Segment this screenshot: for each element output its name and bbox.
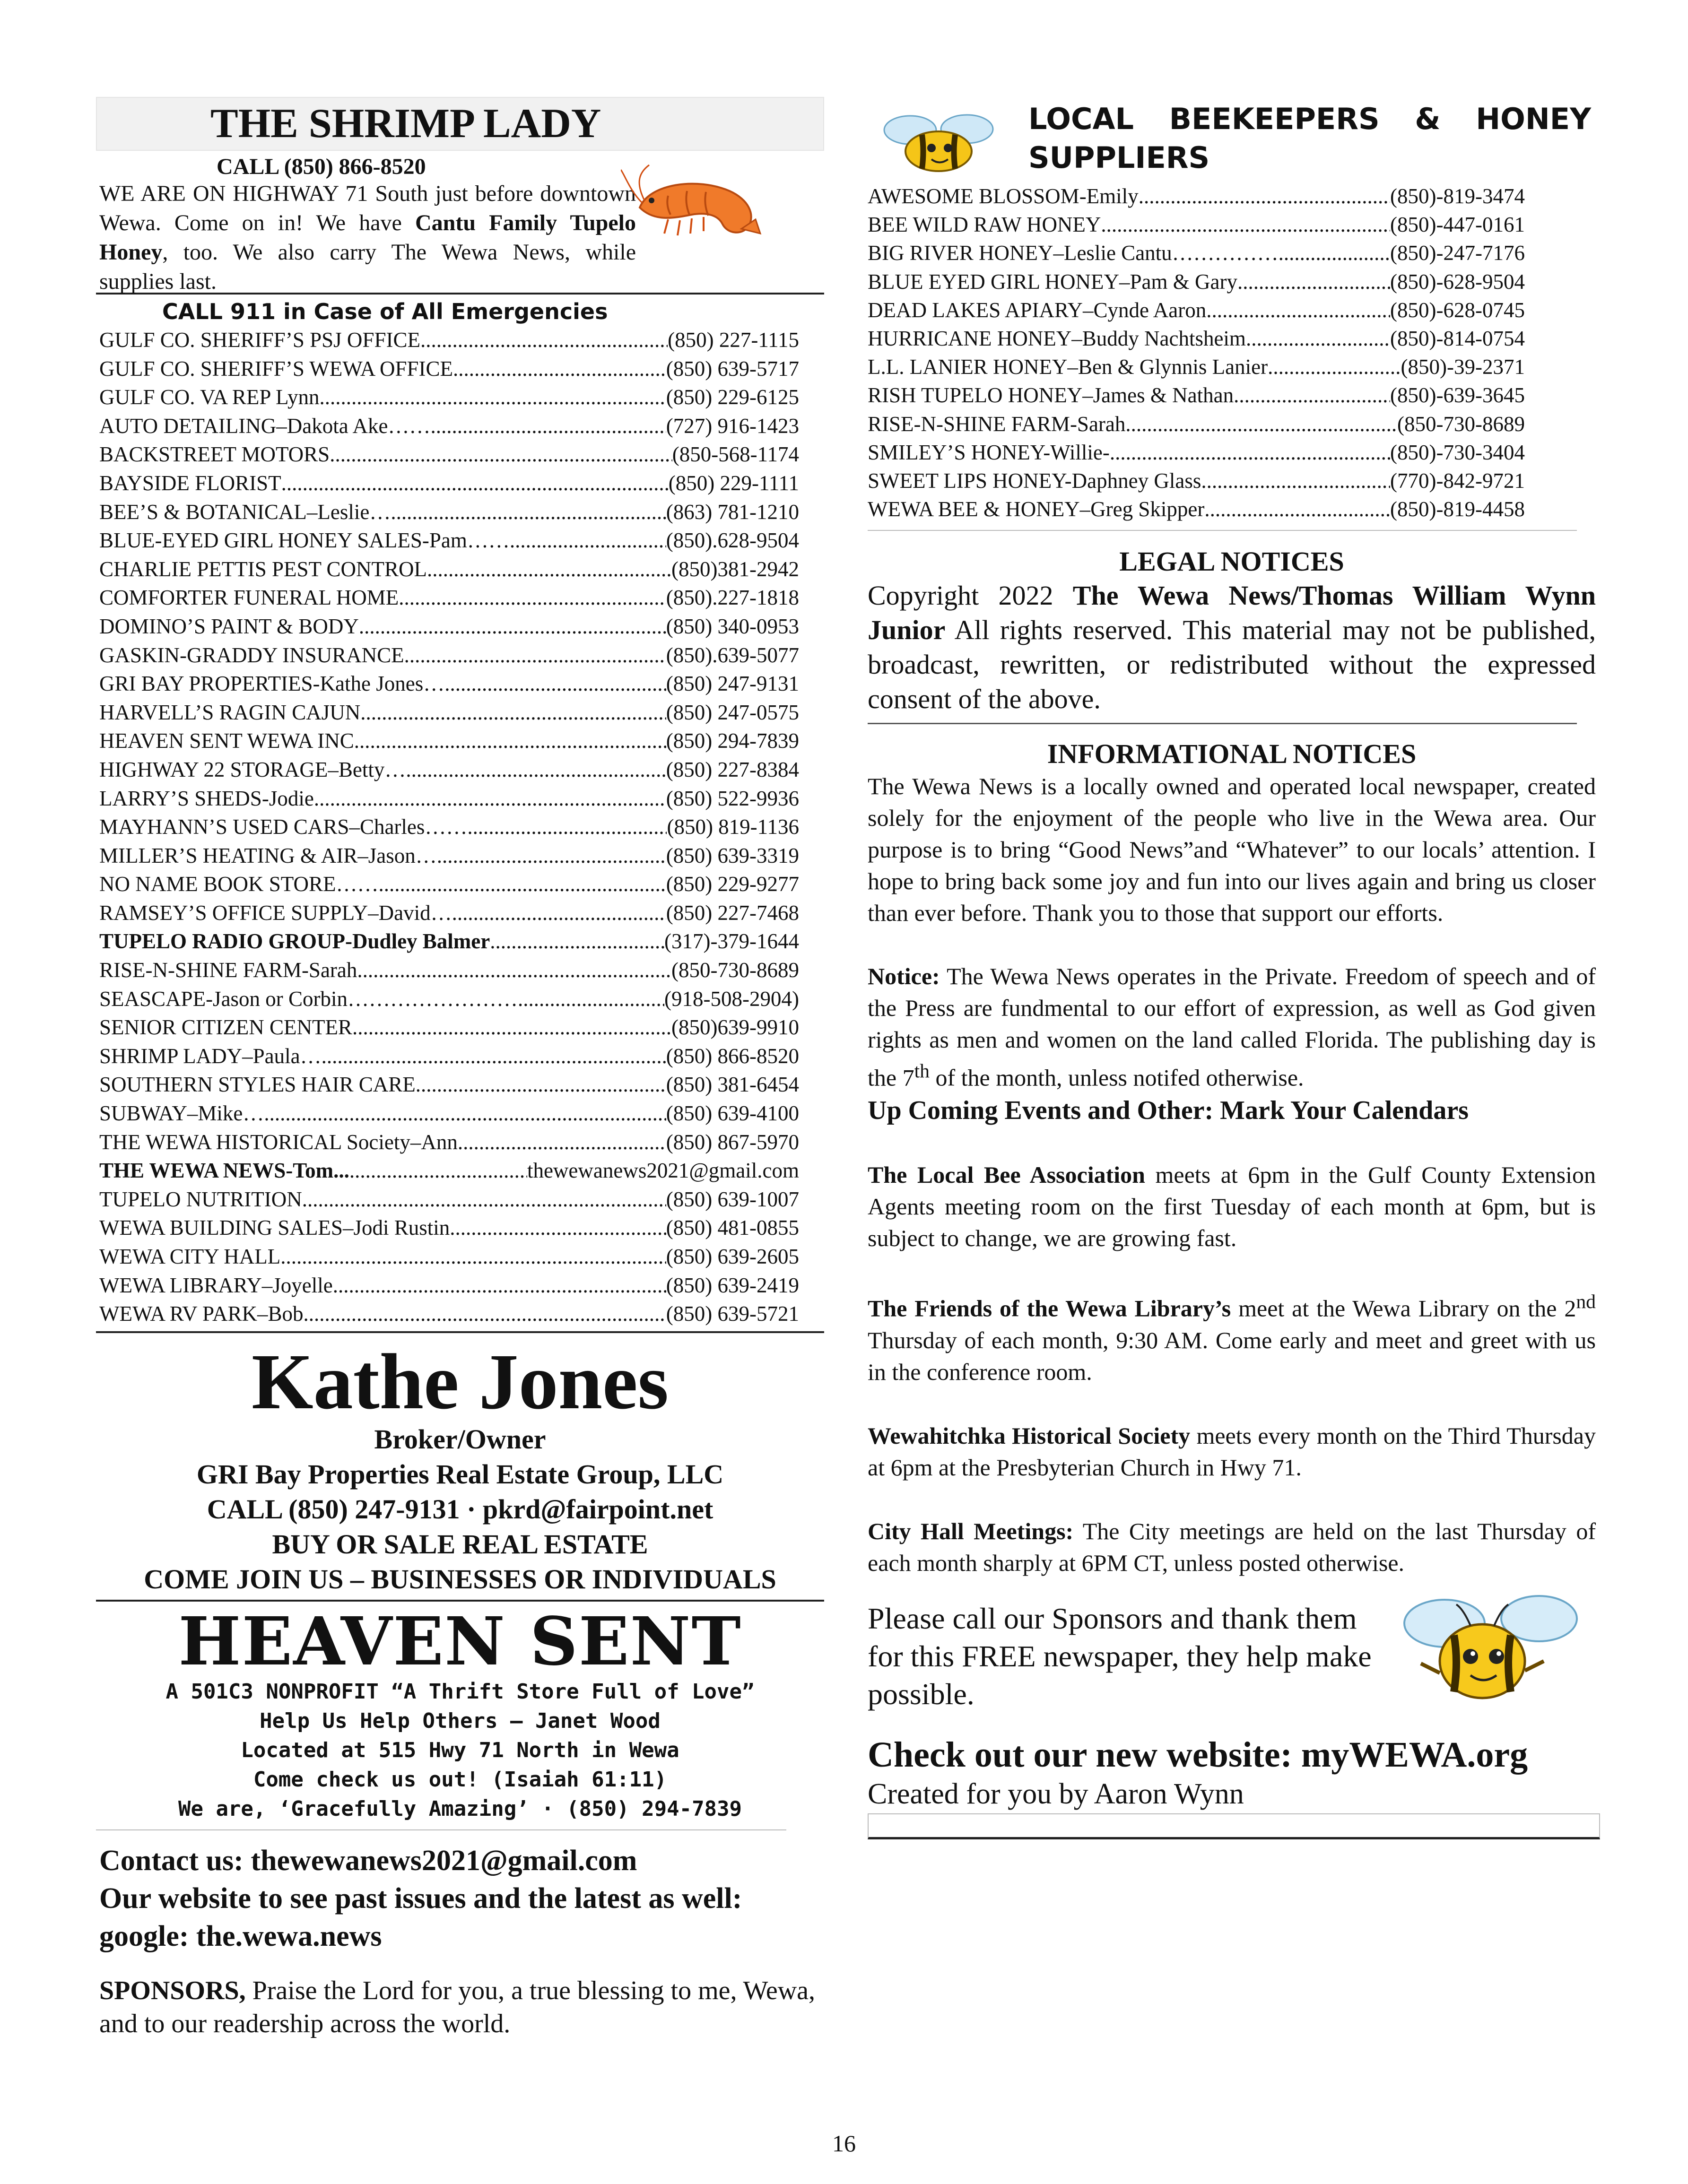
listing-row [868,210,1525,239]
listing-phone: (850)-814-0754 [1390,326,1525,350]
listing-row [868,268,1525,296]
event-library-text-2: Thursday of each month, 9:30 AM. Come early and meet and greet with us in the conference room. [868,1326,1596,1385]
leader-dots [320,383,666,412]
divider [868,530,1577,531]
listing-name: THE WEWA HISTORICAL Society–Ann [99,1130,458,1154]
listing-name: HURRICANE HONEY–Buddy Nachtsheim [868,326,1246,350]
contact-block [96,1842,824,1955]
leader-dots [360,698,666,727]
listing-row [99,1042,799,1071]
leader-dots [518,985,664,1014]
leader-dots [1234,381,1390,409]
listing-phone: (850-568-1174 [672,442,799,467]
listing-phone: (850) 639-5721 [666,1302,799,1326]
leader-dots [330,440,672,469]
listing-name: AWESOME BLOSSOM-Emily [868,184,1139,208]
heaven-line-2: Help Us Help Others – Janet Wood [260,1708,661,1733]
leader-dots [450,1213,666,1242]
listing-row [868,467,1525,495]
listing-name: GASKIN-GRADDY INSURANCE [99,643,404,667]
event-city-hall [868,1516,1596,1579]
shrimp-lady-call: CALL (850) 866-8520 [217,154,426,179]
kathe-jones-name: Kathe Jones [252,1337,669,1426]
listing-phone: (850) 866-8520 [666,1044,799,1068]
leader-dots [302,1185,666,1214]
heaven-line-3: Located at 515 Hwy 71 North in Wewa [241,1738,679,1762]
notice-body-1: The Wewa News operates in the Private. Freedom of speech and of the Press are fundmental to our effort of expression, as well as God given rights as men and women on the land called Florida. The publishing day is the 7 [868,963,1596,1091]
listing-row [99,326,799,355]
leader-dots [1246,324,1390,353]
page-number: 16 [832,2130,856,2157]
leader-dots [303,1300,666,1328]
leader-dots [352,1013,671,1042]
listing-name: THE WEWA NEWS-Tom... [99,1159,349,1183]
listing-row [99,440,799,469]
listing-row [99,498,799,527]
beekeepers-directory [868,182,1525,523]
listing-name: TUPELO NUTRITION [99,1187,302,1211]
event-historical-text: meets every month on the Third Thursday at 6pm at the Presbyterian Church in Hwy 71. [868,1422,1596,1481]
listing-row [99,641,799,670]
listing-phone: (850) 639-2605 [666,1245,799,1268]
kathe-company: GRI Bay Properties Real Estate Group, LLC [196,1458,724,1490]
divider [96,1331,824,1333]
listing-phone: (850).628-9504 [666,529,799,553]
listing-name: BAYSIDE FLORIST [99,471,281,495]
emergency-title: CALL 911 in Case of All Emergencies [162,299,608,324]
listing-row [99,1070,799,1099]
listing-phone: (850)-247-7176 [1390,241,1525,265]
heaven-line-4: Come check us out! (Isaiah 61:11) [253,1767,667,1792]
listing-row [99,784,799,813]
left-column [96,97,824,2040]
listing-row [99,755,799,784]
listing-name: HARVELL’S RAGIN CAJUN [99,700,361,724]
listing-row [99,383,799,412]
leader-dots [378,870,666,899]
legal-text-2: All rights reserved. This material may not be published, broadcast, rewritten, or redistributed without the expressed consent of the above. [868,615,1596,715]
shrimp-lady-text [99,179,636,296]
notice-body-2: of the month, unless notifed otherwise. [930,1064,1304,1091]
listing-phone: (850) 639-1007 [666,1187,799,1211]
leader-dots [404,641,666,670]
event-city-text: The City meetings are held on the last Thursday of each month sharply at 6PM CT, unless posted otherwise. [868,1517,1596,1576]
listing-phone: (850) 227-7468 [666,901,799,925]
leader-dots [452,899,666,927]
listing-phone: (850)-447-0161 [1390,213,1525,237]
leader-dots [453,355,666,383]
beekeepers-title: LOCAL BEEKEEPERS & HONEY SUPPLIERS [1028,102,1591,175]
listing-phone: (850) 229-9277 [666,872,799,896]
beekeepers-header [868,97,1596,182]
listing-row [868,296,1525,324]
leader-dots [510,526,666,555]
leader-dots [333,1271,666,1300]
listing-phone: (850) 639-2419 [666,1273,799,1297]
listing-row [99,985,799,1014]
listing-phone: (850) 381-6454 [666,1073,799,1097]
listing-phone: (850)-730-3404 [1390,440,1525,464]
leader-dots [416,1070,666,1099]
sponsors-body: Praise the Lord for you, a true blessing to me, Wewa, and to our readership across the world. [99,1976,816,2038]
shrimp-lady-title: THE SHRIMP LADY [96,97,824,151]
leader-dots [490,927,664,956]
notice-sup: th [914,1060,930,1083]
listing-phone: (850) 639-3319 [666,843,799,867]
listing-row [99,1300,799,1328]
listing-row [99,841,799,870]
listing-name: SENIOR CITIZEN CENTER [99,1015,352,1040]
divider [96,1829,786,1830]
legal-text-bold: The Wewa News/Thomas William Wynn Junior [868,580,1596,646]
listing-name: MAYHANN’S USED CARS–Charles…… [99,815,468,839]
event-library-sup: nd [1576,1291,1596,1313]
kathe-line-2: COME JOIN US – BUSINESSES OR INDIVIDUALS [144,1563,776,1595]
leader-dots [280,1242,666,1271]
contact-email: Contact us: thewewanews2021@gmail.com [99,1844,637,1877]
listing-phone: (850) 294-7839 [666,729,799,753]
listing-name: SWEET LIPS HONEY-Daphney Glass [868,468,1201,493]
listing-row [868,438,1525,467]
listing-row [99,899,799,927]
listing-row [99,698,799,727]
listing-phone: (850).639-5077 [666,643,799,667]
listing-name: WEWA BEE & HONEY–Greg Skipper [868,497,1205,521]
leader-dots [467,813,667,841]
listing-name: GULF CO. SHERIFF’S PSJ OFFICE [99,328,420,352]
listing-row [99,412,799,441]
listing-phone: (850) 247-9131 [666,672,799,696]
listing-row [868,495,1525,523]
listing-phone: (850) 227-8384 [666,757,799,781]
leader-dots [1125,410,1397,438]
listing-row [99,813,799,841]
listing-row [99,870,799,899]
kathe-line-1: BUY OR SALE REAL ESTATE [272,1528,648,1560]
listing-row [868,182,1525,210]
listing-row [99,927,799,956]
listing-name: DOMINO’S PAINT & BODY [99,614,359,638]
listing-phone: (850)-639-3645 [1390,383,1525,407]
listing-phone: (317)-379-1644 [664,929,799,953]
leader-dots [1139,182,1390,210]
leader-dots [430,412,666,441]
listing-row [868,410,1525,438]
leader-dots [264,1099,666,1128]
listing-name: BIG RIVER HONEY–Leslie Cantu…………… [868,241,1279,265]
listing-phone: (850-730-8689 [671,958,799,982]
listing-phone: (863) 781-1210 [666,500,799,524]
listing-name: SOUTHERN STYLES HAIR CARE [99,1073,416,1097]
heaven-line-5: We are, ‘Gracefully Amazing’ · (850) 294-7839 [178,1796,742,1821]
listing-phone: (850) 522-9936 [666,786,799,810]
notice-text [868,961,1596,1094]
event-historical-label: Wewahitchka Historical Society [868,1422,1191,1449]
event-historical [868,1420,1596,1483]
leader-dots [1110,438,1390,467]
event-library [868,1286,1596,1388]
leader-dots [1268,353,1401,381]
listing-phone: (850) 867-5970 [666,1130,799,1154]
event-city-label: City Hall Meetings: [868,1517,1074,1544]
leader-dots [391,498,666,527]
listing-name: HIGHWAY 22 STORAGE–Betty… [99,757,406,781]
listing-phone: (850)-39-2371 [1401,355,1525,379]
listing-row [99,1213,799,1242]
listing-phone: (850) 227-1115 [668,328,799,352]
bee-mascot-icon [1383,1590,1582,1713]
listing-row [99,727,799,755]
leader-dots [1206,296,1390,324]
listing-row [99,1128,799,1157]
leader-dots [1204,495,1390,523]
divider [868,723,1577,724]
listing-name: HEAVEN SENT WEWA INC [99,729,354,753]
website-credit: Created for you by Aaron Wynn [868,1777,1244,1810]
listing-row [99,612,799,641]
leader-dots [420,326,668,355]
leader-dots [427,555,671,584]
contact-website: Our website to see past issues and the latest as well: google: the.wewa.news [99,1882,742,1952]
legal-title: LEGAL NOTICES [1119,546,1344,577]
listing-row [868,353,1525,381]
listing-name: SMILEY’S HONEY-Willie- [868,440,1110,464]
listing-phone: (850) 639-5717 [666,356,799,381]
leader-dots [314,784,666,813]
listing-row [99,1013,799,1042]
heaven-sent-title: HEAVEN SENT [178,1603,742,1681]
listing-name: WEWA BUILDING SALES–Jodi Rustin [99,1216,450,1240]
leader-dots [1201,467,1390,495]
shrimp-text-2: , too. We also carry The Wewa News, while supplies last. [99,240,636,294]
listing-name: TUPELO RADIO GROUP-Dudley Balmer [99,929,490,953]
right-column [868,97,1596,1839]
listing-row [99,1242,799,1271]
listing-phone: (850) 340-0953 [666,614,799,638]
listing-phone: (850) 481-0855 [666,1216,799,1240]
event-bee-text: meets at 6pm in the Gulf County Extension Agents meeting room on the first Tuesday of each month at 6pm, but is subject to change, we are growing fast. [868,1161,1596,1251]
listing-phone: (850)381-2942 [671,557,799,581]
listing-name: GRI BAY PROPERTIES-Kathe Jones… [99,672,445,696]
listing-name: BEE’S & BOTANICAL–Leslie… [99,500,391,524]
listing-phone: (850) 247-0575 [666,700,799,724]
listing-name: RISE-N-SHINE FARM-Sarah [868,412,1126,436]
listing-name: L.L. LANIER HONEY–Ben & Glynnis Lanier [868,355,1268,379]
listing-row [99,1185,799,1214]
listing-phone: (918-508-2904) [664,987,799,1011]
event-library-text-1: meet at the Wewa Library on the 2 [1231,1295,1576,1322]
leader-dots [458,1128,666,1157]
listing-phone: thewewanews2021@gmail.com [527,1159,799,1183]
listing-name: BLUE EYED GIRL HONEY–Pam & Gary [868,269,1237,294]
listing-name: DEAD LAKES APIARY–Cynde Aaron [868,298,1207,322]
listing-name: SEASCAPE-Jason or Corbin…………………… [99,987,518,1011]
listing-name: BEE WILD RAW HONEY [868,213,1101,237]
sponsors-label: SPONSORS, [99,1976,246,2005]
listing-row [99,583,799,612]
event-library-label: The Friends of the Wewa Library’s [868,1295,1231,1322]
listing-row [99,555,799,584]
listing-row [868,381,1525,409]
listing-phone: (850)-819-3474 [1390,184,1525,208]
listing-row [868,324,1525,353]
listing-row [99,956,799,985]
listing-name: RAMSEY’S OFFICE SUPPLY–David… [99,901,452,925]
listing-row [99,355,799,383]
leader-dots [399,583,666,612]
shrimp-illustration [621,163,777,243]
leader-dots [444,669,666,698]
listing-phone: (850)-819-4458 [1390,497,1525,521]
listing-row [99,1271,799,1300]
divider-box [868,1813,1600,1839]
shrimp-text-bold: Cantu Family Tupelo Honey [99,210,636,265]
listing-row [868,239,1525,267]
listing-row [99,469,799,498]
bee-icon [877,111,995,177]
shrimp-lady-ad [96,151,824,293]
listing-name: SHRIMP LADY–Paula… [99,1044,322,1068]
listing-phone: (850) 639-4100 [666,1101,799,1126]
emergency-directory [99,326,799,1328]
listing-row [99,1099,799,1128]
upcoming-events-title: Up Coming Events and Other: Mark Your Calendars [868,1095,1469,1125]
listing-phone: (850)-628-9504 [1390,269,1525,294]
sponsor-note [868,1600,1596,1723]
leader-dots [354,727,666,755]
listing-name: WEWA CITY HALL [99,1245,281,1268]
listing-phone: (850) 229-1111 [668,471,799,495]
listing-name: LARRY’S SHEDS-Jodie [99,786,314,810]
listing-phone: (850)-628-0745 [1390,298,1525,322]
divider [96,1600,824,1602]
sponsors-text [96,1974,824,2040]
leader-dots [1101,210,1390,239]
website-title: Check out our new website: myWEWA.org [868,1734,1528,1775]
listing-phone: (727) 916-1423 [666,414,799,438]
listing-phone: (770)-842-9721 [1390,468,1525,493]
event-bee-label: The Local Bee Association [868,1161,1145,1188]
listing-name: WEWA RV PARK–Bob [99,1302,304,1326]
informational-title: INFORMATIONAL NOTICES [1047,738,1417,770]
listing-name: GULF CO. VA REP Lynn [99,385,320,409]
listing-phone: (850).227-1818 [666,586,799,610]
kathe-contact: CALL (850) 247-9131 · pkrd@fairpoint.net [207,1493,713,1525]
listing-name: RISH TUPELO HONEY–James & Nathan [868,383,1234,407]
listing-name: MILLER’S HEATING & AIR–Jason… [99,843,437,867]
kathe-title: Broker/Owner [374,1423,546,1455]
heaven-line-1: A 501C3 NONPROFIT “A Thrift Store Full of Love” [165,1679,755,1704]
listing-name: NO NAME BOOK STORE…… [99,872,379,896]
listing-row [99,526,799,555]
legal-text-1: Copyright 2022 [868,580,1073,611]
listing-row [99,669,799,698]
listing-name: RISE-N-SHINE FARM-Sarah [99,958,357,982]
listing-phone: (850)639-9910 [671,1015,799,1040]
leader-dots [357,956,671,985]
listing-phone: (850-730-8689 [1397,412,1525,436]
shrimp-text-1: WE ARE ON HIGHWAY 71 South just before downtown Wewa. Come on in! We have [99,181,636,235]
listing-name: SUBWAY–Mike… [99,1101,264,1126]
event-bee-association [868,1159,1596,1254]
legal-text [868,578,1596,716]
listing-name: WEWA LIBRARY–Joyelle [99,1273,333,1297]
listing-name: AUTO DETAILING–Dakota Ake…… [99,414,431,438]
leader-dots [349,1156,527,1185]
listing-name: CHARLIE PETTIS PEST CONTROL [99,557,427,581]
listing-name: BACKSTREET MOTORS [99,442,330,467]
listing-name: GULF CO. SHERIFF’S WEWA OFFICE [99,356,453,381]
leader-dots [437,841,666,870]
listing-name: BLUE-EYED GIRL HONEY SALES-Pam…… [99,529,510,553]
listing-row [99,1156,799,1185]
leader-dots [322,1042,666,1071]
leader-dots [281,469,669,498]
listing-name: COMFORTER FUNERAL HOME [99,586,399,610]
sponsor-note-text: Please call our Sponsors and thank them for this FREE newspaper, they help make possible. [868,1601,1372,1711]
leader-dots [359,612,666,641]
leader-dots [1279,239,1390,267]
notice-label: Notice: [868,963,940,990]
listing-phone: (850) 819-1136 [667,815,799,839]
listing-phone: (850) 229-6125 [666,385,799,409]
informational-text: The Wewa News is a locally owned and operated local newspaper, created solely for the enjoyment of the people who live in the Wewa area. Our purpose is to bring “Good News”and “Whatever” to our locals’ attention. I hope to bring back some joy and fun into our lives again and bring us closer than ever before. Thank you to those that support our efforts. [868,773,1596,927]
leader-dots [1237,268,1390,296]
leader-dots [406,755,666,784]
